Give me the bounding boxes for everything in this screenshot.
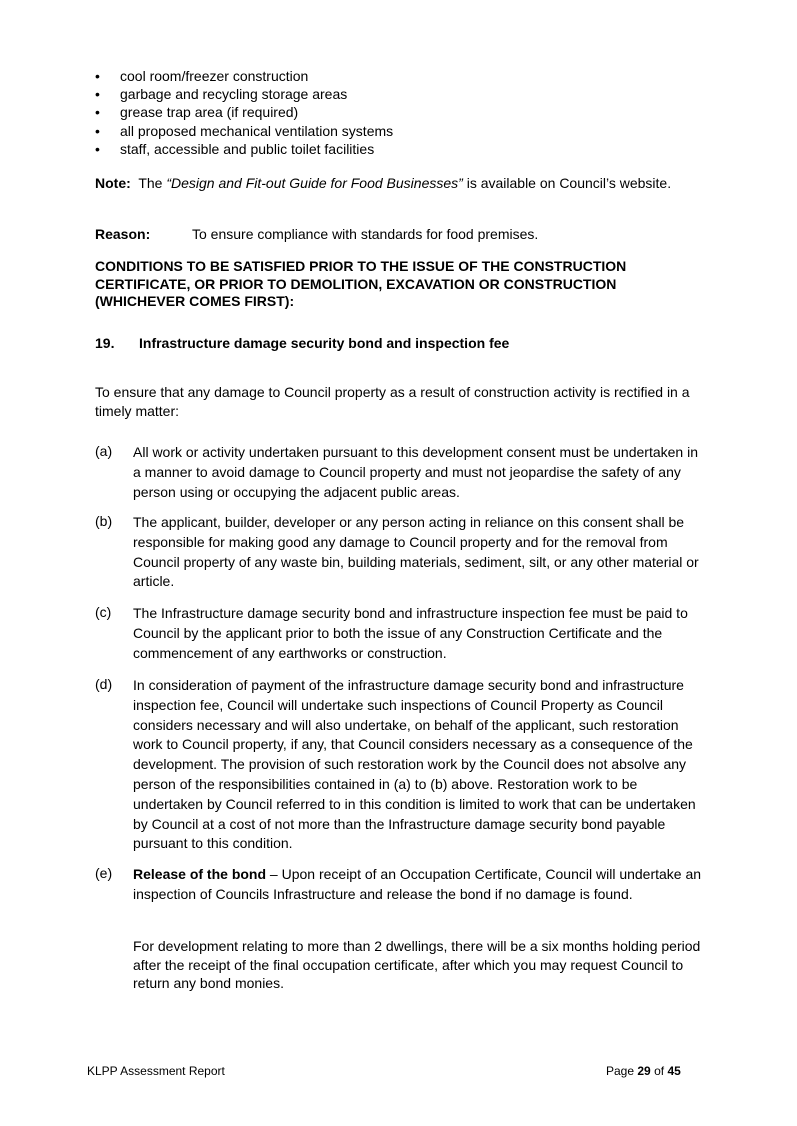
note-paragraph — [95, 174, 705, 193]
bullet-item — [95, 85, 715, 103]
clause-c — [95, 604, 715, 663]
of-word: of — [654, 1064, 665, 1078]
clause-e-holding-period: For development relating to more than 2 dwellings, there will be a six months holding period after the receipt of the final occupation certificate, after which you may request Council to return any bond monies. — [133, 938, 701, 991]
clause-a — [95, 443, 715, 502]
bullet-item — [95, 67, 715, 85]
section-title: Infrastructure damage security bond and inspection fee — [139, 335, 510, 351]
note-pre: The — [138, 175, 167, 191]
conditions-heading: CONDITIONS TO BE SATISFIED PRIOR TO THE ISSUE OF THE CONSTRUCTION CERTIFICATE, OR PRIOR TO DEMOLITION, EXCAVATION OR CONSTRUCTION (WHICHEVER COMES FIRST): — [95, 258, 627, 309]
reason-text: To ensure compliance with standards for food premises. — [192, 226, 539, 242]
section-heading — [95, 334, 715, 352]
page-word: Page — [606, 1064, 635, 1078]
clause-e-text: – Upon receipt of an Occupation Certificate, Council will undertake an inspection of Councils Infrastructure and release the bond if no damage is found. — [133, 866, 702, 902]
bullet-text: cool room/freezer construction — [120, 68, 309, 84]
footer-page-number — [606, 1064, 681, 1078]
bullet-text: all proposed mechanical ventilation systems — [120, 122, 394, 139]
clause-label: (d) — [95, 676, 113, 692]
bullet-text: grease trap area (if required) — [120, 104, 299, 121]
clause-label: (e) — [95, 865, 113, 881]
bullet-item — [95, 140, 715, 158]
note-label: Note: — [95, 175, 131, 191]
requirements-bullet-list — [95, 67, 715, 158]
clause-text: The Infrastructure damage security bond and infrastructure inspection fee must be paid to Council by the applicant prior to both the issue of any Construction Certificate and the commencement of any earthworks or construction. — [133, 605, 688, 661]
bullet-dot: • — [95, 68, 100, 84]
note-post: is available on Council’s website. — [462, 175, 672, 191]
release-bond-lead: Release of the bond — [133, 866, 267, 882]
clause-e — [95, 865, 715, 905]
clause-label: (c) — [95, 604, 112, 620]
bullet-dot: • — [95, 104, 100, 121]
bullet-dot: • — [95, 122, 100, 139]
bullet-text: staff, accessible and public toilet facilities — [120, 140, 375, 157]
clause-b — [95, 513, 715, 592]
bullet-dot: • — [95, 86, 100, 103]
clause-text — [133, 865, 703, 905]
footer-report-name: KLPP Assessment Report — [87, 1064, 225, 1078]
clause-label: (b) — [95, 513, 113, 529]
bullet-item — [95, 122, 715, 140]
bullet-dot: • — [95, 140, 100, 157]
clause-text: The applicant, builder, developer or any person acting in reliance on this consent shall be responsible for making good any damage to Council property and for the removal from Council property of any waste bin, building materials, sediment, silt, or any other material or article. — [133, 514, 699, 590]
clause-text: All work or activity undertaken pursuant to this development consent must be undertaken in a manner to avoid damage to Council property and must not jeopardise the safety of any person using or occupying the adjacent public areas. — [133, 444, 698, 500]
intro-paragraph: To ensure that any damage to Council property as a result of construction activity is rectified in a timely matter: — [95, 384, 690, 419]
clause-d — [95, 676, 715, 854]
clause-label: (a) — [95, 443, 113, 459]
reason-line — [95, 225, 715, 243]
clause-text: In consideration of payment of the infrastructure damage security bond and infrastructure inspection fee, Council will undertake such inspections of Council Property as Council considers necessary and will also undertake, on behalf of the applicant, such restoration work to Council property, if any, that Council considers necessary as a consequence of the development. The provision of such restoration work by the Council does not absolve any person of the responsibilities contained in (a) to (b) above. Restoration work to be undertaken by Council referred to in this condition is limited to work that can be undertaken by Council at a cost of not more than the Infrastructure damage security bond payable pursuant to this condition. — [133, 677, 696, 852]
bullet-item — [95, 103, 715, 121]
section-number: 19. — [95, 335, 115, 351]
guide-title: “Design and Fit-out Guide for Food Businesses” — [166, 175, 463, 191]
page-current: 29 — [637, 1064, 651, 1078]
page-total: 45 — [667, 1064, 681, 1078]
bullet-text: garbage and recycling storage areas — [120, 86, 348, 103]
reason-label: Reason: — [95, 226, 151, 242]
